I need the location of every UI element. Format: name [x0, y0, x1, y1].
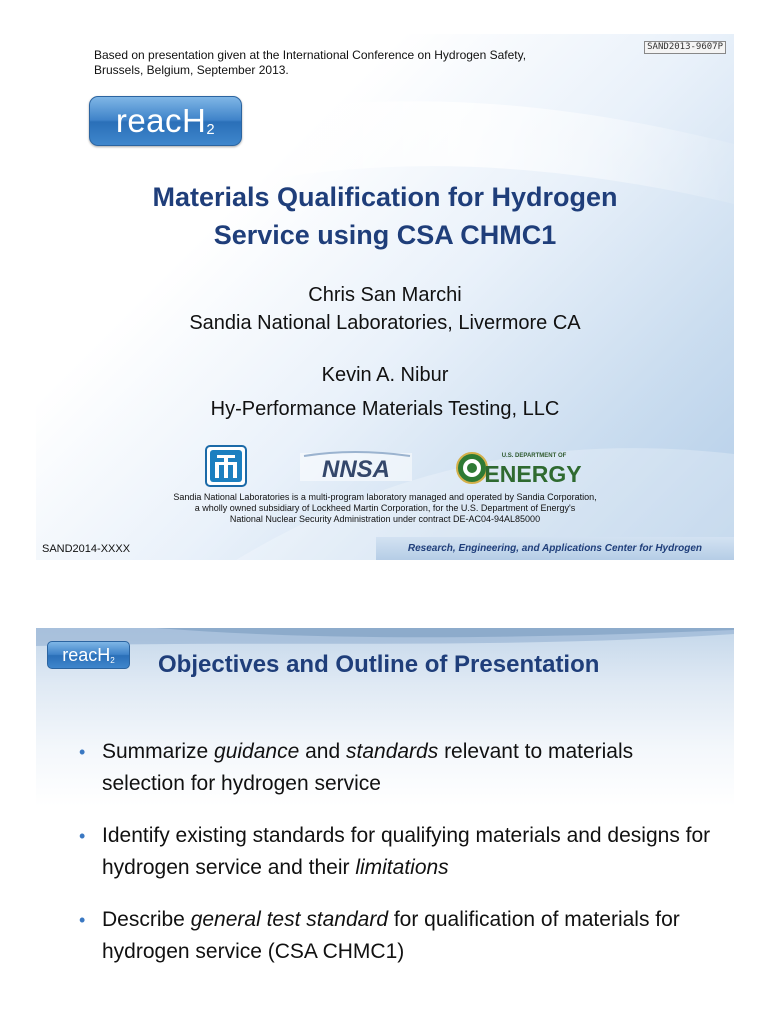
doe-logo-small-text: U.S. DEPARTMENT OF	[501, 453, 567, 459]
bullet2-em-limitations: limitations	[355, 856, 449, 879]
bullet3-em-general-test-standard: general test standard	[190, 908, 388, 931]
sandia-logo-icon	[206, 446, 246, 486]
list-item	[76, 904, 716, 968]
doe-logo-icon	[457, 453, 582, 487]
reach2-logo-text: reacH	[115, 102, 207, 139]
list-item	[76, 820, 716, 884]
reach2-logo-text: reacH	[62, 645, 111, 665]
bullet3-pre: Describe	[102, 908, 191, 931]
author2-affiliation: Hy-Performance Materials Testing, LLC	[210, 398, 560, 420]
bullet-icon: •	[79, 910, 86, 930]
conference-note-line2: Brussels, Belgium, September 2013.	[94, 63, 289, 77]
title-slide	[36, 34, 734, 560]
bullet-icon: •	[79, 826, 86, 846]
bullet1-em-guidance: guidance	[214, 740, 300, 763]
bullet1-mid: and	[299, 740, 346, 763]
bullet1-pre: Summarize	[102, 740, 215, 763]
sand-number-tag: SAND2013-9607P	[644, 41, 726, 54]
disclaimer-line2: a wholly owned subsidiary of Lockheed Martin Corporation, for the U.S. Department of Energy's	[194, 503, 576, 513]
reach2-logo	[47, 641, 130, 669]
disclaimer-line3: National Nuclear Security Administration under contract DE-AC04-94AL85000	[229, 514, 541, 524]
sand-footer-number: SAND2014-XXXX	[42, 543, 131, 555]
objectives-list	[76, 736, 716, 988]
sponsor-logos	[204, 444, 584, 488]
disclaimer-line1: Sandia National Laboratories is a multi-program laboratory managed and operated by Sandia Corporation,	[173, 492, 597, 502]
slide1-title-line2: Service using CSA CHMC1	[213, 220, 557, 250]
slide2-title: Objectives and Outline of Presentation	[158, 651, 600, 678]
reach2-logo-subscript: 2	[110, 656, 115, 665]
bullet-icon: •	[79, 742, 86, 762]
reach2-logo	[89, 96, 242, 146]
nnsa-logo-icon	[300, 452, 412, 483]
doe-logo-big-text: ENERGY	[484, 461, 582, 487]
bullet1-post: relevant to materials selection for hydrogen service	[102, 740, 634, 795]
conference-note-line1: Based on presentation given at the International Conference on Hydrogen Safety,	[94, 48, 527, 62]
author2-name: Kevin A. Nibur	[321, 364, 449, 386]
bullet2-pre: Identify existing standards for qualifying materials and designs for hydrogen service and their	[102, 824, 711, 879]
conference-note	[94, 48, 614, 78]
reach2-tagline: Research, Engineering, and Applications Center for Hydrogen	[407, 543, 702, 554]
objectives-slide	[36, 628, 734, 1024]
author1-affiliation: Sandia National Laboratories, Livermore CA	[189, 312, 581, 334]
sandia-disclaimer	[36, 492, 734, 525]
slide1-title	[36, 178, 734, 254]
bullet3-post: for qualification of materials for hydrogen service (CSA CHMC1)	[102, 908, 680, 963]
list-item	[76, 736, 716, 800]
bullet1-em-standards: standards	[346, 740, 439, 763]
author1-name: Chris San Marchi	[308, 284, 462, 306]
slide1-title-line1: Materials Qualification for Hydrogen	[152, 182, 618, 212]
reach2-logo-subscript: 2	[206, 122, 216, 138]
nnsa-logo-text: NNSA	[321, 456, 391, 483]
